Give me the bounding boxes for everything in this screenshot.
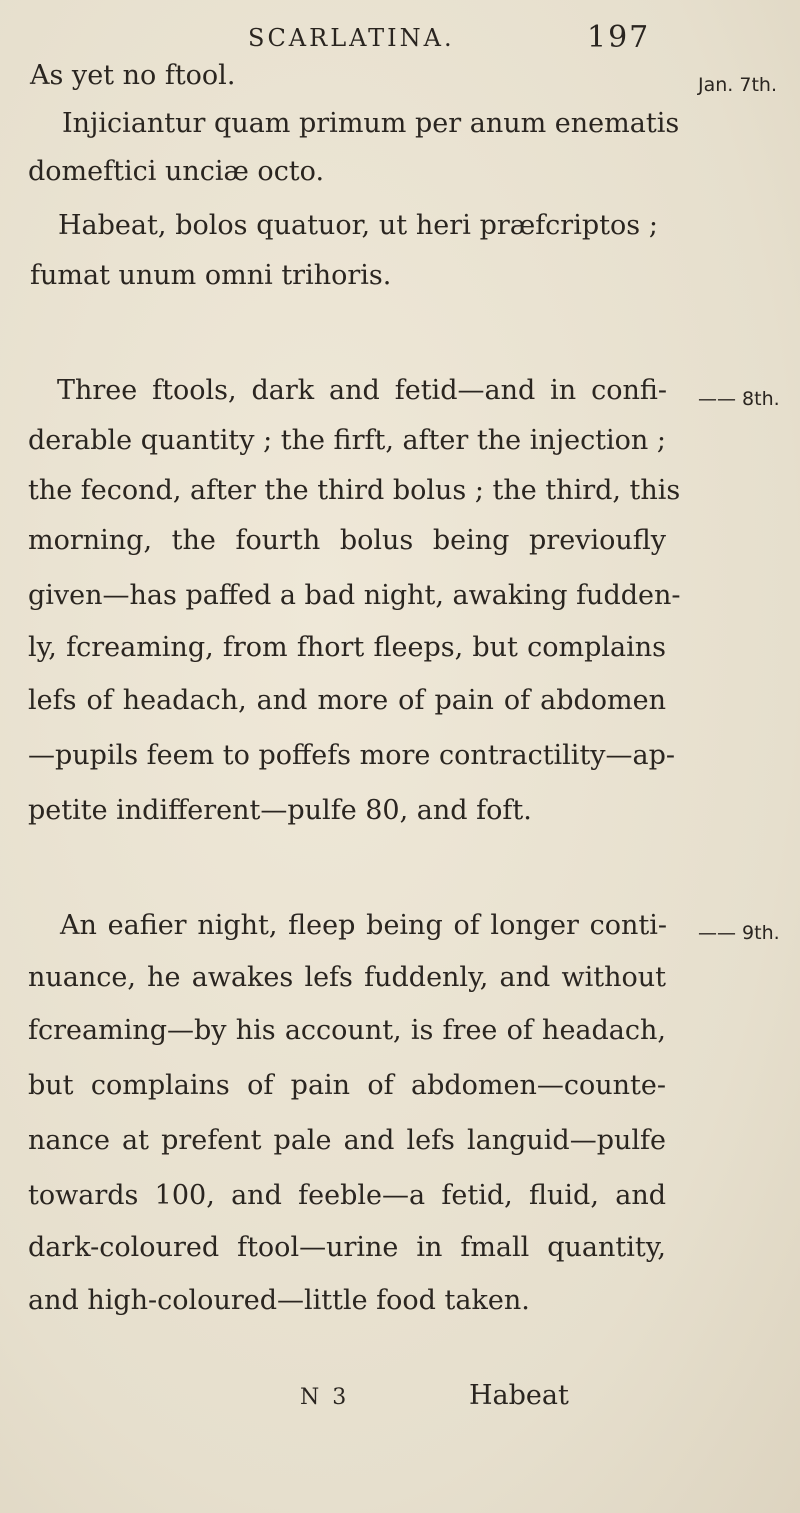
text-line: but complains of pain of abdomen—counte- <box>28 1070 666 1101</box>
running-head: SCARLATINA. <box>248 24 455 52</box>
page-header <box>0 20 800 60</box>
text-line: dark-coloured ftool—urine in fmall quantity, <box>28 1232 666 1263</box>
text-line: nance at prefent pale and lefs languid—pulfe <box>28 1125 666 1156</box>
text-line: given—has paffed a bad night, awaking fudden- <box>28 580 681 611</box>
text-line: petite indifferent—pulfe 80, and foft. <box>28 795 532 826</box>
text-line: —pupils feem to poffefs more contractility—ap- <box>28 740 676 771</box>
text-line: towards 100, and feeble—a fetid, fluid, and <box>28 1180 666 1211</box>
margin-date-note: Jan. 7th. <box>698 74 777 96</box>
text-line: the fecond, after the third bolus ; the third, this <box>28 475 681 506</box>
signature-mark: N 3 <box>300 1385 350 1410</box>
margin-date-note: —— 8th. <box>698 388 780 410</box>
text-line: derable quantity ; the firft, after the injection ; <box>28 425 666 456</box>
text-line: and high-coloured—little food taken. <box>28 1285 530 1316</box>
text-line: Habeat, bolos quatuor, ut heri præfcriptos ; <box>58 210 658 241</box>
margin-date-note: —— 9th. <box>698 922 780 944</box>
page-number: 197 <box>587 20 651 55</box>
text-line: Injiciantur quam primum per anum enematis <box>62 108 680 139</box>
text-line: ly, fcreaming, from fhort fleeps, but complains <box>28 632 666 663</box>
text-line: As yet no ftool. <box>30 60 236 91</box>
text-line: Three ftools, dark and fetid—and in confi- <box>57 375 667 406</box>
text-line: fcreaming—by his account, is free of headach, <box>28 1015 666 1046</box>
text-line: An eafier night, fleep being of longer conti- <box>60 910 667 941</box>
text-line: domeftici unciæ octo. <box>28 156 325 187</box>
text-line: lefs of headach, and more of pain of abdomen <box>28 685 666 716</box>
text-line: fumat unum omni trihoris. <box>30 260 392 291</box>
catchword: Habeat <box>469 1380 569 1411</box>
text-line: nuance, he awakes lefs fuddenly, and without <box>28 962 666 993</box>
text-line: morning, the fourth bolus being previoufly <box>28 525 666 556</box>
